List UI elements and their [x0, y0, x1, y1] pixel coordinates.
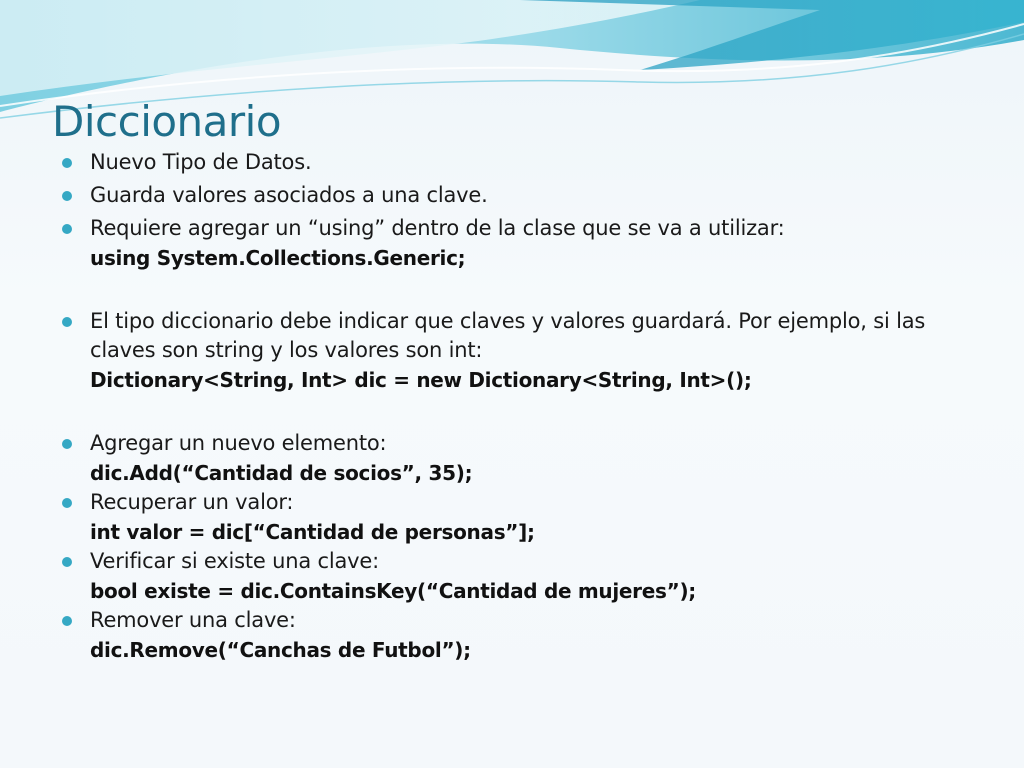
- code-line: int valor = dic[“Cantidad de personas”];: [90, 520, 535, 544]
- bullet-item: Remover una clave:: [62, 606, 982, 635]
- code-line: bool existe = dic.ContainsKey(“Cantidad de mujeres”);: [90, 579, 696, 603]
- code-line: using System.Collections.Generic;: [90, 246, 466, 270]
- bullet-item: Agregar un nuevo elemento:: [62, 429, 982, 458]
- bullet-item: Recuperar un valor:: [62, 488, 982, 517]
- code-line: Dictionary<String, Int> dic = new Dictionary<String, Int>();: [90, 368, 752, 392]
- code-line: dic.Add(“Cantidad de socios”, 35);: [90, 461, 473, 485]
- code-line: dic.Remove(“Canchas de Futbol”);: [90, 638, 471, 662]
- bullet-item: Verificar si existe una clave:: [62, 547, 982, 576]
- slide-content: [62, 148, 982, 665]
- bullet-item: Requiere agregar un “using” dentro de la clase que se va a utilizar:: [62, 214, 982, 243]
- bullet-item: Nuevo Tipo de Datos.: [62, 148, 982, 177]
- bullet-item: Guarda valores asociados a una clave.: [62, 181, 982, 210]
- bullet-item: El tipo diccionario debe indicar que claves y valores guardará. Por ejemplo, si las claves son string y los valores son int:: [62, 307, 982, 365]
- slide-title: Diccionario: [52, 97, 282, 146]
